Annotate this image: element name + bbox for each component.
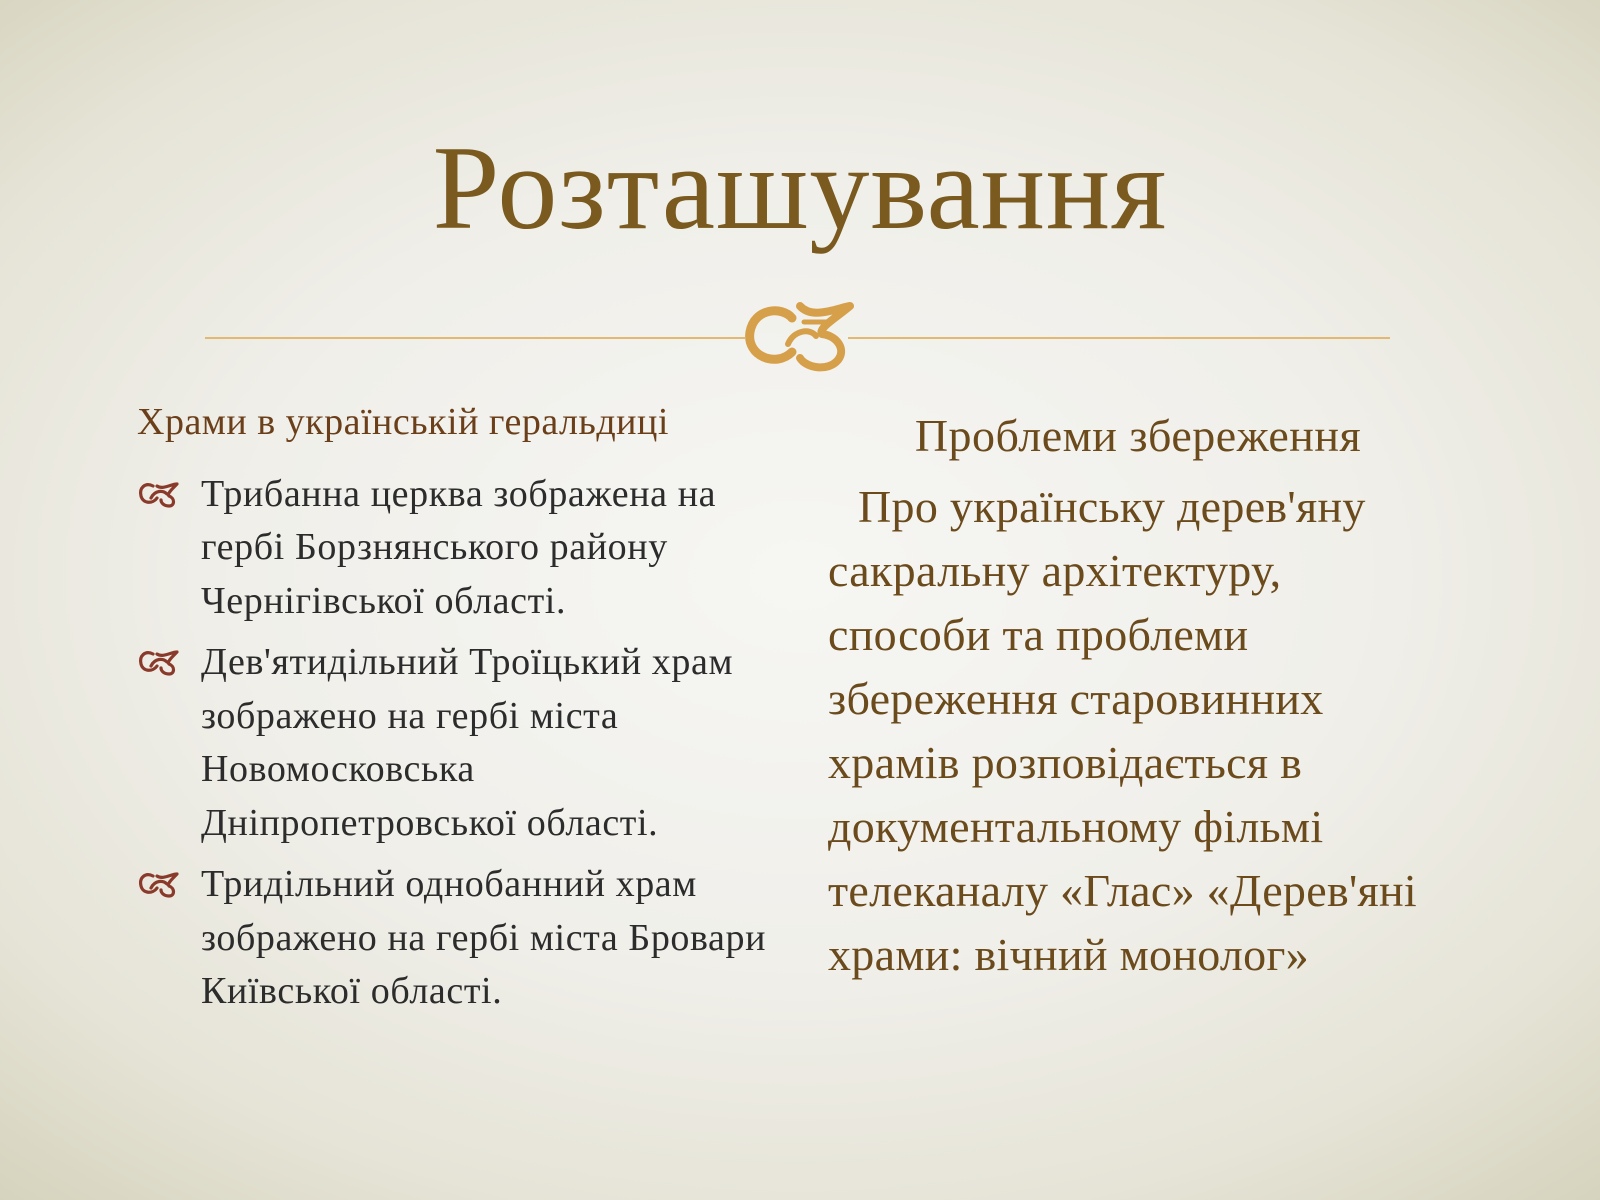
bullet-item: [137, 858, 777, 1019]
bullet-text: Дев'ятидільний Троїцький храм зображено на гербі міста Новомосковська Дніпропетровської області.: [201, 641, 734, 844]
divider-line-right: [848, 337, 1390, 339]
bullet-list: [137, 468, 777, 1019]
right-body-text: Про українську дерев'яну сакральну архітектуру, способи та проблеми збереження старовинних храмів розповідається в документальному фільмі телеканалу «Глас» «Дерев'яні храми: вічний монолог»: [828, 481, 1418, 981]
bullet-item: [137, 468, 777, 629]
right-column: [828, 400, 1448, 987]
left-column: [137, 400, 777, 1027]
slide-title: Розташування: [432, 121, 1168, 254]
flourish-bullet-icon: [137, 648, 179, 676]
left-heading: Храми в українській геральдиці: [137, 401, 669, 443]
divider-line-left: [205, 337, 745, 339]
flourish-bullet-icon: [137, 480, 179, 508]
flourish-ornament-icon: [742, 300, 860, 372]
bullet-text: Тридільний однобанний храм зображено на гербі міста Бровари Київської області.: [201, 863, 767, 1013]
flourish-bullet-icon: [137, 870, 179, 898]
bullet-item: [137, 636, 777, 850]
bullet-text: Трибанна церква зображена на гербі Борзнянського району Чернігівської області.: [201, 472, 717, 622]
right-heading: Проблеми збереження: [914, 410, 1362, 461]
